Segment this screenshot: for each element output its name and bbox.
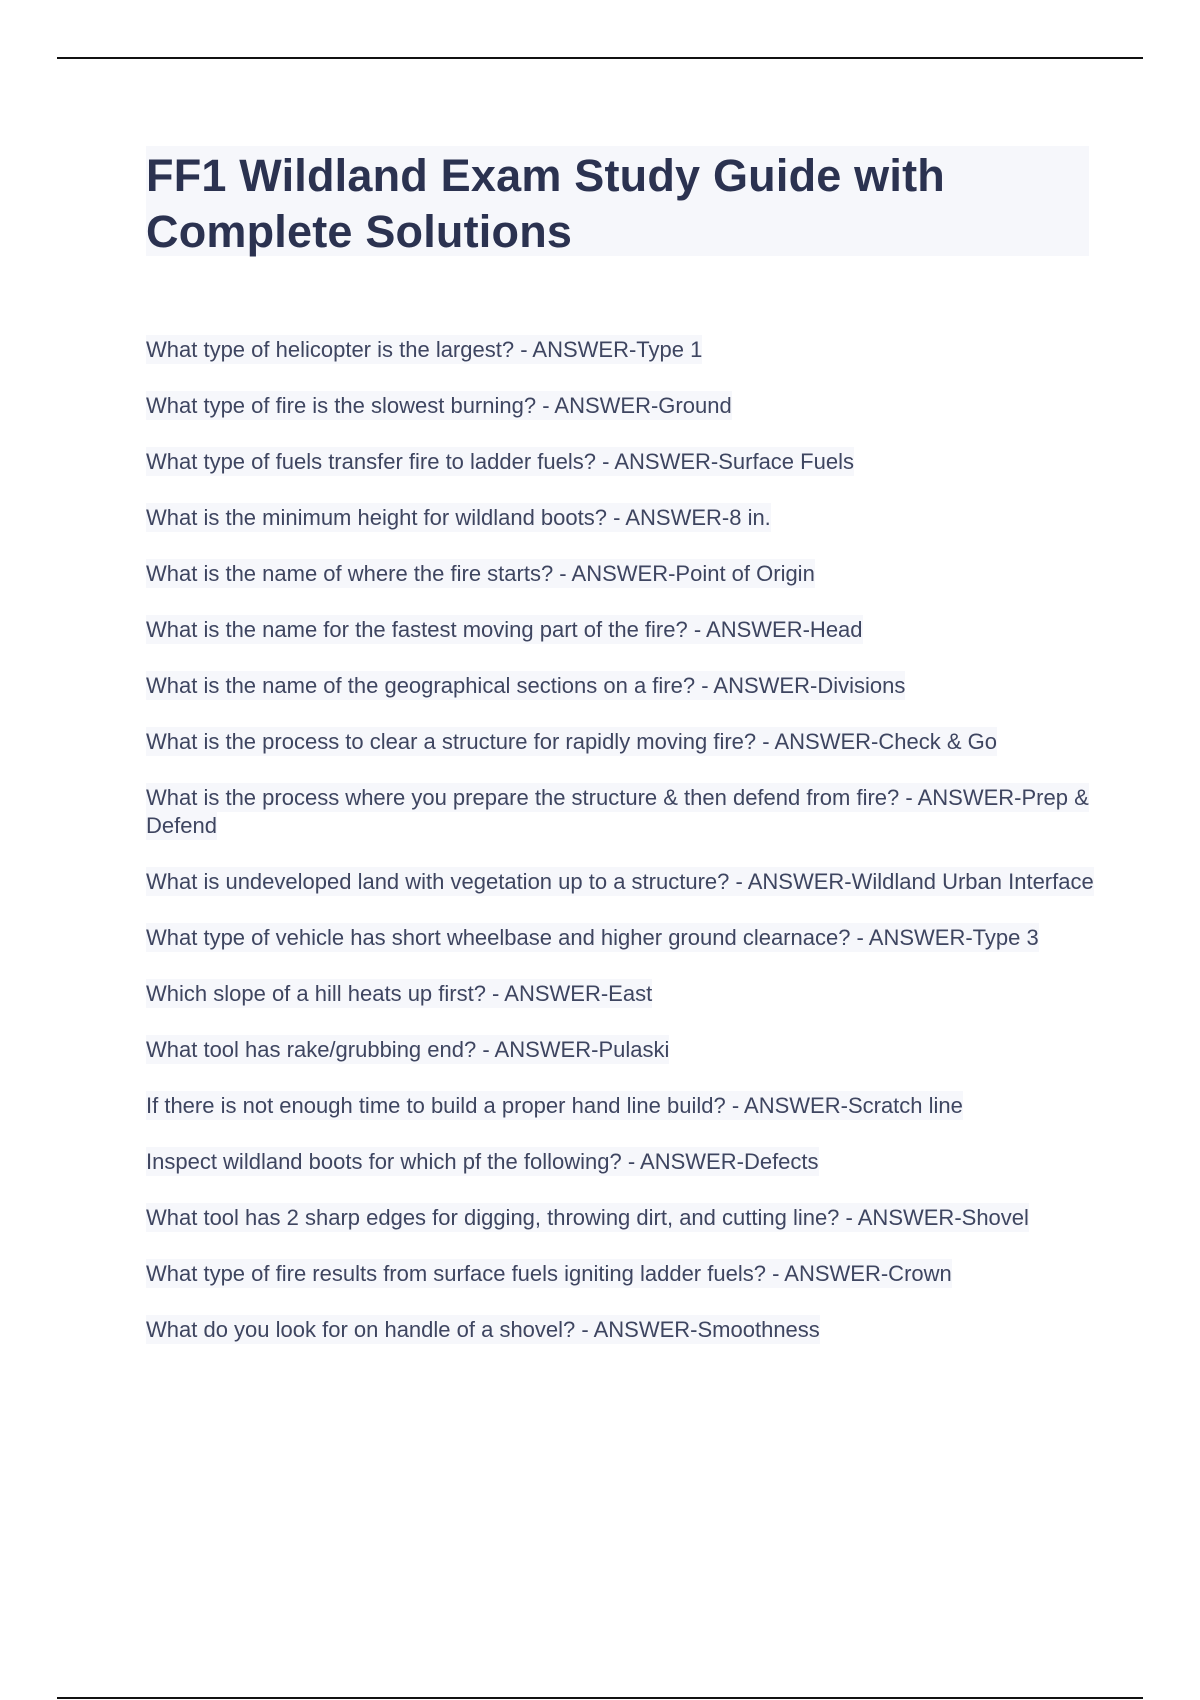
qa-text: What tool has 2 sharp edges for digging, throwing dirt, and cutting line? - ANSWER-Shovel [146,1205,1029,1230]
qa-item-4 [146,504,1096,532]
header-rule [57,57,1143,59]
qa-item-18 [146,1316,1096,1344]
qa-text: What is the name of the geographical sections on a fire? - ANSWER-Divisions [146,673,906,698]
qa-text: What type of fire results from surface fuels igniting ladder fuels? - ANSWER-Crown [146,1261,952,1286]
title-block [146,146,1089,256]
qa-text: What type of fuels transfer fire to ladder fuels? - ANSWER-Surface Fuels [146,449,854,474]
qa-item-15 [146,1148,1096,1176]
qa-item-5 [146,560,1096,588]
qa-text: What do you look for on handle of a shovel? - ANSWER-Smoothness [146,1317,820,1342]
qa-list [146,336,1096,1372]
qa-text: What tool has rake/grubbing end? - ANSWER-Pulaski [146,1037,670,1062]
qa-item-1 [146,336,1096,364]
qa-item-16 [146,1204,1096,1232]
footer-rule [57,1697,1143,1699]
qa-text: What is the minimum height for wildland boots? - ANSWER-8 in. [146,505,771,530]
qa-item-3 [146,448,1096,476]
qa-text: What is the process where you prepare the structure & then defend from fire? - ANSWER-Prep & Defend [146,785,1089,838]
qa-text: What is undeveloped land with vegetation up to a structure? - ANSWER-Wildland Urban Interface [146,869,1094,894]
qa-text: What is the process to clear a structure for rapidly moving fire? - ANSWER-Check & Go [146,729,997,754]
qa-text: If there is not enough time to build a proper hand line build? - ANSWER-Scratch line [146,1093,963,1118]
qa-text: What type of vehicle has short wheelbase and higher ground clearnace? - ANSWER-Type 3 [146,925,1039,950]
qa-item-7 [146,672,1096,700]
qa-text: Inspect wildland boots for which pf the following? - ANSWER-Defects [146,1149,819,1174]
qa-item-8 [146,728,1096,756]
document-title: FF1 Wildland Exam Study Guide with Complete Solutions [146,150,945,257]
qa-item-12 [146,980,1096,1008]
qa-item-6 [146,616,1096,644]
qa-item-11 [146,924,1096,952]
qa-item-2 [146,392,1096,420]
qa-text: What type of helicopter is the largest? - ANSWER-Type 1 [146,337,703,362]
qa-item-9 [146,784,1096,840]
qa-text: Which slope of a hill heats up first? - ANSWER-East [146,981,653,1006]
qa-item-14 [146,1092,1096,1120]
qa-text: What type of fire is the slowest burning? - ANSWER-Ground [146,393,732,418]
qa-item-17 [146,1260,1096,1288]
qa-text: What is the name of where the fire starts? - ANSWER-Point of Origin [146,561,815,586]
qa-item-10 [146,868,1096,896]
qa-item-13 [146,1036,1096,1064]
qa-text: What is the name for the fastest moving part of the fire? - ANSWER-Head [146,617,863,642]
